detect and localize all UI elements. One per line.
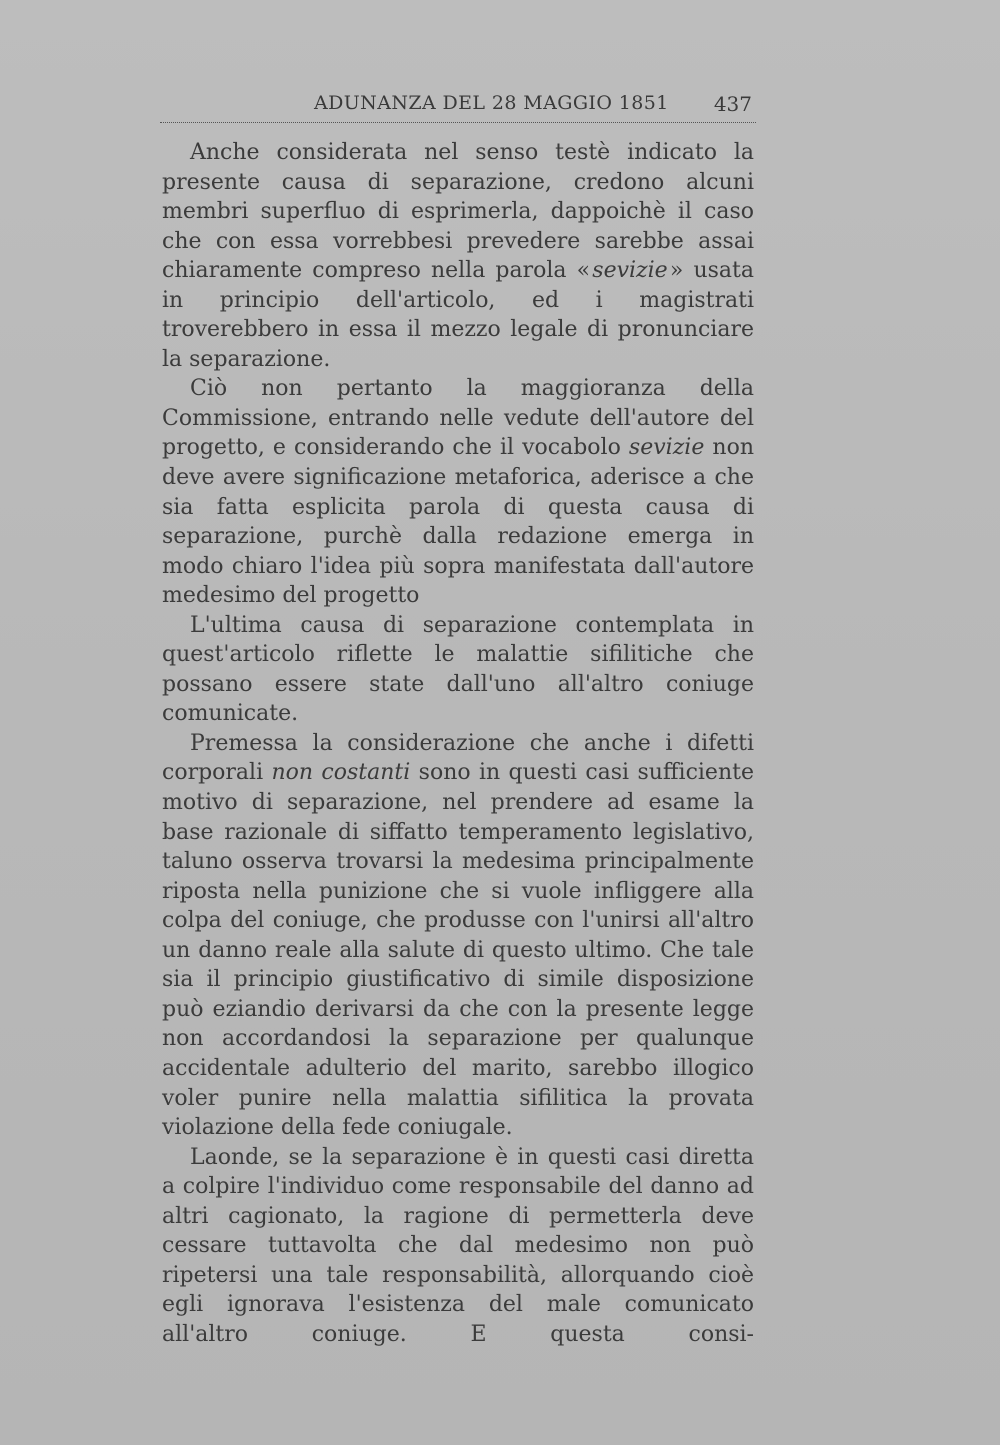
- italic-term: non costanti: [271, 760, 411, 786]
- paragraph: [162, 138, 754, 374]
- paragraph-text: Ciò non pertanto la maggioranza della Commissione, entrando nelle vedute dell'autore del progetto, e considerando che il vocabolo: [162, 376, 754, 461]
- paragraph-text: non deve avere significazione metaforica, aderisce a che sia fatta esplicita parola di questa causa di separazione, purchè dalla redazione emerga in modo chiaro l'idea più sopra manifestata dall'autore medesimo del progetto: [162, 435, 755, 609]
- paragraph-text: Anche considerata nel senso testè indicato la presente causa di separazione, credono alcuni membri superfluo di esprimerla, dappoichè il caso che con essa vorrebbesi prevedere sarebbe assai chiaramente compreso nella parola «: [162, 140, 754, 284]
- italic-term: sevizie: [628, 435, 705, 461]
- page-number: 437: [713, 92, 752, 116]
- paragraph: [162, 729, 754, 1143]
- paragraph-text: sono in questi casi sufficiente motivo di separazione, nel prendere ad esame la base razionale di siffatto temperamento legislativo, taluno osserva trovarsi la medesima principalmente riposta nella punizione che si vuole infliggere alla colpa del coniuge, che produsse con l'unirsi all'altro un danno reale alla salute di questo ultimo. Che tale sia il principio giustificativo di simile disposizione può eziandio derivarsi da che con la presente legge non accordandosi la separazione per qualunque accidentale adulterio del marito, sarebbo illogico voler punire nella malattia sifilitica la provata violazione della fede coniugale.: [162, 760, 754, 1141]
- running-title: ADUNANZA DEL 28 MAGGIO 1851: [314, 92, 669, 114]
- paragraph: [162, 611, 754, 729]
- body-text: [162, 138, 754, 1349]
- paragraph: [162, 374, 754, 610]
- page-header: [160, 88, 756, 123]
- paragraph-text: Laonde, se la separazione è in questi casi diretta a colpire l'individuo come responsabile del danno ad altri cagionato, la ragione di permetterla deve cessare tuttavolta che dal medesimo non può ripetersi una tale responsabilità, allorquando cioè egli ignorava l'esistenza del male comunicato all'altro coniuge. E questa consi-: [162, 1144, 754, 1347]
- italic-term: sevizie: [592, 258, 668, 284]
- paragraph-text: L'ultima causa di separazione contemplata in quest'articolo riflette le malattie sifilitiche che possano essere state dall'uno all'altro coniuge comunicate.: [162, 612, 754, 727]
- paragraph-text: » usata in principio dell'articolo, ed i magistrati troverebbero in essa il mezzo legale di pronunciare la separazione.: [162, 258, 754, 372]
- paragraph-text: Premessa la considerazione che anche i difetti corporali: [162, 730, 754, 786]
- paragraph: [162, 1143, 754, 1350]
